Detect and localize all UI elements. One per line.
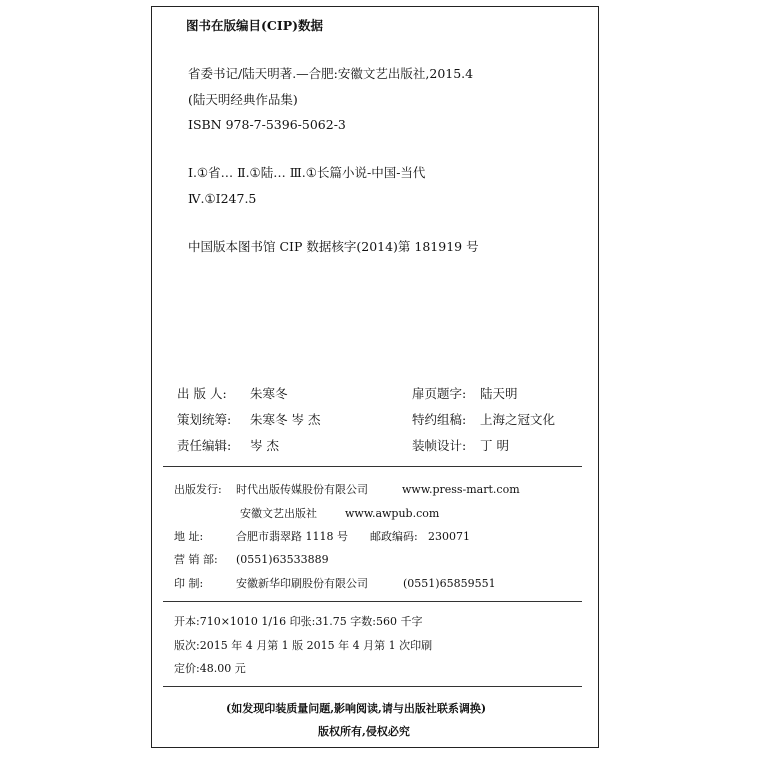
printer-label: 印 制: — [174, 577, 204, 590]
quality-notice: (如发现印装质量问题,影响阅读,请与出版社联系调换) — [226, 702, 487, 715]
cip-series-line: (陆天明经典作品集) — [188, 92, 298, 107]
distributor-url: www.press-mart.com — [402, 483, 520, 496]
credit-label: 策划统筹: — [177, 412, 232, 427]
postcode-value: 230071 — [428, 530, 470, 543]
postcode-label: 邮政编码: — [370, 530, 418, 543]
distributor-name: 时代出版传媒股份有限公司 — [236, 483, 368, 496]
credit-value: 岑 杰 — [250, 438, 279, 453]
sales-label: 营 销 部: — [174, 553, 218, 566]
credit-value: 朱寒冬 岑 杰 — [250, 412, 321, 427]
printer-phone: (0551)65859551 — [403, 577, 496, 590]
credit-value: 丁 明 — [480, 438, 509, 453]
distributor-label: 出版发行: — [174, 483, 222, 496]
divider-rule — [163, 686, 582, 687]
cip-title-line: 省委书记/陆天明著.—合肥:安徽文艺出版社,2015.4 — [188, 66, 474, 81]
cip-isbn: ISBN 978-7-5396-5062-3 — [188, 117, 346, 132]
credit-value: 朱寒冬 — [250, 386, 288, 401]
cip-classification-1: Ⅰ.①省… Ⅱ.①陆… Ⅲ.①长篇小说-中国-当代 — [188, 165, 426, 180]
cip-classification-2: Ⅳ.①I247.5 — [188, 191, 257, 206]
cip-core-number: 中国版本图书馆 CIP 数据核字(2014)第 181919 号 — [188, 239, 479, 254]
credit-label: 责任编辑: — [177, 438, 232, 453]
address-value: 合肥市翡翠路 1118 号 — [236, 530, 348, 543]
cip-heading: 图书在版编目(CIP)数据 — [186, 18, 324, 33]
credit-value: 陆天明 — [480, 386, 518, 401]
spec-price: 定价:48.00 元 — [174, 662, 246, 675]
copyright-notice: 版权所有,侵权必究 — [318, 725, 410, 738]
sales-phone: (0551)63533889 — [236, 553, 329, 566]
divider-rule — [163, 466, 582, 467]
credit-label: 装帧设计: — [412, 438, 467, 453]
spec-edition: 版次:2015 年 4 月第 1 版 2015 年 4 月第 1 次印刷 — [174, 639, 433, 652]
printer-name: 安徽新华印刷股份有限公司 — [236, 577, 368, 590]
spec-format: 开本:710×1010 1/16 印张:31.75 字数:560 千字 — [174, 615, 423, 628]
press-name: 安徽文艺出版社 — [240, 507, 317, 520]
credit-value: 上海之冠文化 — [480, 412, 556, 427]
divider-rule — [163, 601, 582, 602]
credit-label: 出 版 人: — [177, 386, 227, 401]
press-url: www.awpub.com — [345, 507, 440, 520]
credit-label: 特约组稿: — [412, 412, 467, 427]
address-label: 地 址: — [174, 530, 204, 543]
credit-label: 扉页题字: — [412, 386, 467, 401]
